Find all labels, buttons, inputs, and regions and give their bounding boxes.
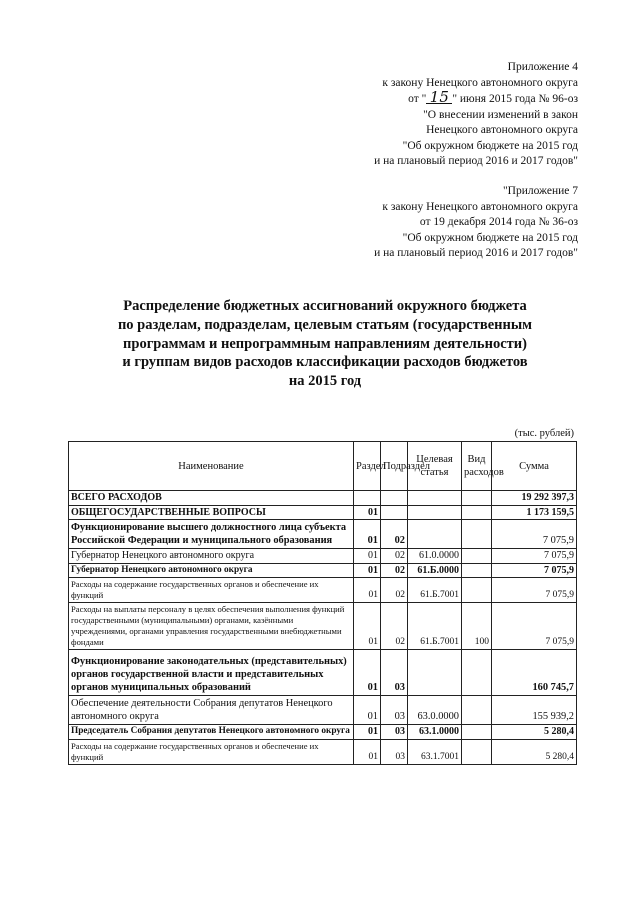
- row-subsection: 03: [381, 696, 408, 725]
- row-target: 63.0.0000: [408, 696, 462, 725]
- row-subsection: 03: [381, 650, 408, 696]
- row-subsection: [381, 505, 408, 520]
- appendix-4-subject-3: "Об окружном бюджете на 2015 год: [402, 139, 578, 152]
- row-section: 01: [354, 505, 381, 520]
- table-row: [69, 491, 577, 506]
- units-label: (тыс. рублей): [514, 428, 574, 439]
- budget-table: [68, 441, 577, 765]
- appendix-7-date: от 19 декабря 2014 года № 36-оз: [419, 216, 578, 228]
- appendix-4-subject-4: и на плановый период 2016 и 2017 годов": [374, 155, 578, 167]
- row-section: 01: [354, 603, 381, 650]
- row-kind: [462, 549, 492, 564]
- appendix-7-law: к закону Ненецкого автономного округа: [382, 200, 578, 213]
- row-target: 61.Б.7001: [408, 603, 462, 650]
- row-kind: [462, 520, 492, 549]
- header-section: Раздел: [354, 442, 381, 491]
- row-kind: [462, 491, 492, 506]
- row-kind: 100: [462, 603, 492, 650]
- row-sum: 155 939,2: [492, 696, 577, 725]
- row-target: 61.Б.0000: [408, 563, 462, 578]
- document-title: Распределение бюджетных ассигнований окружного бюджета по разделам, подразделам, целевым статьям (государственным программам и непрограммным направлениям деятельности) и группам видов расходов классификации расходов бюджетов на 2015 год: [117, 298, 533, 390]
- row-kind: [462, 650, 492, 696]
- appendix-4-subject-2: Ненецкого автономного округа: [426, 124, 578, 136]
- table-row: [69, 563, 577, 578]
- row-section: 01: [354, 520, 381, 549]
- row-target: 63.1.7001: [408, 739, 462, 764]
- appendix-7-title: "Приложение 7: [502, 185, 578, 197]
- header-sum: Сумма: [492, 442, 577, 491]
- row-sum: 7 075,9: [492, 603, 577, 650]
- row-sum: 7 075,9: [492, 563, 577, 578]
- appendix-7-header: [374, 184, 578, 262]
- row-target: 61.Б.7001: [408, 578, 462, 603]
- row-subsection: 02: [381, 549, 408, 564]
- row-kind: [462, 739, 492, 764]
- table-row: [69, 650, 577, 696]
- appendix-7-subject-1: "Об окружном бюджете на 2015 год: [402, 231, 578, 244]
- row-section: 01: [354, 549, 381, 564]
- header-expense-type: Вид расходов: [462, 442, 492, 491]
- row-kind: [462, 563, 492, 578]
- table-row: [69, 549, 577, 564]
- row-sum: 5 280,4: [492, 725, 577, 740]
- row-name: ОБЩЕГОСУДАРСТВЕННЫЕ ВОПРОСЫ: [69, 505, 354, 520]
- row-name: Функционирование высшего должностного лица субъекта Российской Федерации и муниципального образования: [69, 520, 354, 549]
- row-name: Расходы на содержание государственных органов и обеспечение их функций: [69, 578, 354, 603]
- row-kind: [462, 578, 492, 603]
- table-row: [69, 739, 577, 764]
- row-kind: [462, 725, 492, 740]
- row-section: 01: [354, 650, 381, 696]
- table-row: [69, 520, 577, 549]
- row-target: [408, 520, 462, 549]
- row-kind: [462, 696, 492, 725]
- row-name: ВСЕГО РАСХОДОВ: [69, 491, 354, 506]
- appendix-4-subject-1: "О внесении изменений в закон: [423, 108, 578, 121]
- row-sum: 7 075,9: [492, 520, 577, 549]
- row-subsection: 03: [381, 739, 408, 764]
- appendix-4-law: к закону Ненецкого автономного округа: [382, 76, 578, 89]
- row-target: [408, 505, 462, 520]
- table-row: [69, 578, 577, 603]
- row-subsection: 02: [381, 563, 408, 578]
- row-sum: 7 075,9: [492, 578, 577, 603]
- row-sum: 160 745,7: [492, 650, 577, 696]
- row-subsection: [381, 491, 408, 506]
- row-sum: 5 280,4: [492, 739, 577, 764]
- row-section: 01: [354, 739, 381, 764]
- header-target: Целевая статья: [408, 442, 462, 491]
- row-subsection: 02: [381, 578, 408, 603]
- table-row: [69, 603, 577, 650]
- row-name: Губернатор Ненецкого автономного округа: [69, 563, 354, 578]
- appendix-4-header: [374, 60, 578, 170]
- row-subsection: 03: [381, 725, 408, 740]
- header-name: Наименование: [69, 442, 354, 491]
- row-target: 61.0.0000: [408, 549, 462, 564]
- row-name: Обеспечение деятельности Собрания депутатов Ненецкого автономного округа: [69, 696, 354, 725]
- row-subsection: 02: [381, 603, 408, 650]
- row-sum: 1 173 159,5: [492, 505, 577, 520]
- row-target: 63.1.0000: [408, 725, 462, 740]
- row-target: [408, 491, 462, 506]
- handwritten-day: 15: [426, 91, 452, 104]
- row-section: 01: [354, 578, 381, 603]
- row-subsection: 02: [381, 520, 408, 549]
- table-row: [69, 505, 577, 520]
- row-section: 01: [354, 725, 381, 740]
- table-header-row: [69, 442, 577, 491]
- appendix-4-date: от " 15 " июня 2015 года № 96-оз: [408, 88, 578, 106]
- row-name: Функционирование законодательных (представительных) органов государственной власти и представительных органов муниципальных образований: [69, 650, 354, 696]
- row-name: Расходы на выплаты персоналу в целях обеспечения выполнения функций государственными (муниципальными) органами, казёнными учреждениями, органами управления государственными внебюджетными фондами: [69, 603, 354, 650]
- row-section: 01: [354, 563, 381, 578]
- row-name: Председатель Собрания депутатов Ненецкого автономного округа: [69, 725, 354, 740]
- row-name: Расходы на содержание государственных органов и обеспечение их функций: [69, 739, 354, 764]
- row-sum: 7 075,9: [492, 549, 577, 564]
- appendix-7-subject-2: и на плановый период 2016 и 2017 годов": [374, 247, 578, 259]
- table-row: [69, 696, 577, 725]
- row-section: [354, 491, 381, 506]
- row-target: [408, 650, 462, 696]
- row-name: Губернатор Ненецкого автономного округа: [69, 549, 354, 564]
- header-subsection: Подраздел: [381, 442, 408, 491]
- row-kind: [462, 505, 492, 520]
- appendix-4-title: Приложение 4: [507, 61, 578, 73]
- row-sum: 19 292 397,3: [492, 491, 577, 506]
- row-section: 01: [354, 696, 381, 725]
- table-row: [69, 725, 577, 740]
